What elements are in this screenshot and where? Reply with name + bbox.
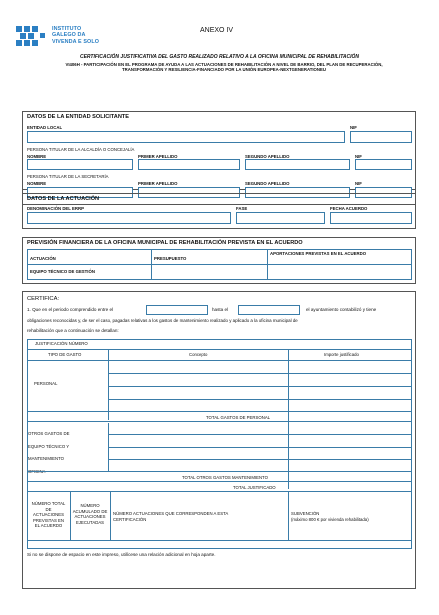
galicia-logo-icon [16, 26, 50, 52]
prevision-actuacion-label: ACTUACIÓN [30, 256, 56, 261]
alcaldia-primer-apellido-label: PRIMER APELLIDO [138, 154, 178, 159]
fecha-acuerdo-field[interactable] [330, 212, 412, 224]
fase-field[interactable] [236, 212, 325, 224]
alcaldia-label: PERSONA TITULAR DE LA ALCALDÍA O CONCEJALÍA [27, 147, 135, 152]
concepto-header: Concepto [189, 352, 208, 357]
total-otros-label: TOTAL OTROS GASTOS MANTENIMIENTO [182, 475, 268, 480]
alcaldia-nif-label: NIF [355, 154, 362, 159]
secretaria-nif-label: NIF [355, 181, 362, 186]
prevision-aportaciones-label: APORTACIONES PREVISTAS EN EL ACUERDO [270, 251, 367, 256]
document-title: CERTIFICACIÓN JUSTIFICATIVA DEL GASTO REALIZADO RELATIVO A LA OFICINA MUNICIPAL DE REHABILITACIÓN [79, 54, 360, 60]
fecha-hasta-field[interactable] [238, 305, 300, 315]
importe-header: Importe justificado [324, 352, 359, 357]
fase-label: FASE [236, 206, 248, 211]
personal-label: PERSONAL [34, 381, 58, 386]
certifica-title: CERTIFICA: [27, 296, 60, 302]
actuacion-section-title: DATOS DE LA ACTUACIÓN [27, 196, 100, 202]
secretaria-segundo-apellido-label: SEGUNDO APELLIDO [245, 181, 290, 186]
subvencion-label: SUBVENCIÓN (máximo 800 € por vivienda rehabilitada) [291, 511, 369, 522]
prevision-presupuesto-label: PRESUPUESTO [154, 256, 187, 261]
logo-text: INSTITUTO GALEGO DA VIVENDA E SOLO [52, 26, 100, 45]
document-subtitle: VI406H - PARTICIPACIÓN EN EL PROGRAMA DE AYUDA A LAS ACTUACIONES DE REHABILITACIÓN A NIVEL DE BARRIO, DEL PLAN DE RECUPERACIÓN, TRANSFORMACIÓN Y RESILIENCIA-FINANCIADO POR LA UNIÓN EUROPEA-NEXTGENERATIONEU [65, 62, 383, 73]
num-acumulado-label: NÚMERO ACUMULADO DE ACTUACIONES EJECUTADAS [72, 503, 108, 525]
num-corresponden-label: NÚMERO ACTUACIONES QUE CORRESPONDEN A ESTA CERTIFICACIÓN [113, 511, 229, 522]
entidad-section-title: DATOS DE LA ENTIDAD SOLICITANTE [27, 114, 130, 120]
prevision-equipo-label: EQUIPO TÉCNICO DE GESTIÓN [30, 269, 95, 274]
entidad-nif-label: NIF [350, 125, 357, 130]
total-justificado-label: TOTAL JUSTIFICADO [233, 485, 276, 490]
prevision-aportaciones-field[interactable] [268, 265, 411, 279]
secretaria-label: PERSONA TITULAR DE LA SECRETARÍA [27, 174, 109, 179]
certifica-line1-b: hasta el [212, 307, 229, 312]
total-personal-label: TOTAL GASTOS DE PERSONAL [206, 415, 271, 420]
certifica-line3: rehabilitación que a continuación se detallan: [27, 328, 119, 333]
otros-gastos-label: OTROS GASTOS DE EQUIPO TÉCNICO Y MANTENIMIENTO OFICINA [28, 431, 70, 474]
fecha-acuerdo-label: FECHA ACUERDO [330, 206, 368, 211]
prevision-section-title: PREVISIÓN FINANCIERA DE LA OFICINA MUNICIPAL DE REHABILITACIÓN PREVISTA EN EL ACUERDO [27, 240, 303, 246]
alcaldia-segundo-apellido-label: SEGUNDO APELLIDO [245, 154, 290, 159]
num-total-label: NÚMERO TOTAL DE ACTUACIONES PREVISTAS EN EL ACUERDO [31, 501, 66, 528]
prevision-presupuesto-field[interactable] [152, 265, 266, 279]
certifica-line2: obligaciones reconocidas y, de ser el caso, pagadas relativas a los gastos de mantenimiento realizado y aplicado a la oficina municipal de [27, 318, 298, 323]
alcaldia-nombre-label: NOMBRE [27, 154, 47, 159]
entidad-local-label: ENTIDAD LOCAL [27, 125, 63, 130]
tipo-gasto-header: TIPO DE GASTO [48, 352, 82, 357]
secretaria-nombre-label: NOMBRE [27, 181, 47, 186]
certifica-line1-a: 1. Que en el periodo comprendido entre el [27, 307, 114, 312]
secretaria-primer-apellido-label: PRIMER APELLIDO [138, 181, 178, 186]
justificacion-numero-label: JUSTIFICACIÓN NÚMERO [35, 341, 88, 346]
footer-note: Si no se dispone de espacio en este impreso, utilícese una relación adicional en hoja aparte. [27, 552, 216, 557]
anexo-label: ANEXO IV [200, 27, 234, 34]
denominacion-label: DENOMINACIÓN DEL ERRP [27, 206, 84, 211]
fecha-desde-field[interactable] [146, 305, 208, 315]
certifica-line1-c: el ayuntamiento contabilizó y tiene [306, 307, 377, 312]
denominacion-field[interactable] [27, 212, 231, 224]
